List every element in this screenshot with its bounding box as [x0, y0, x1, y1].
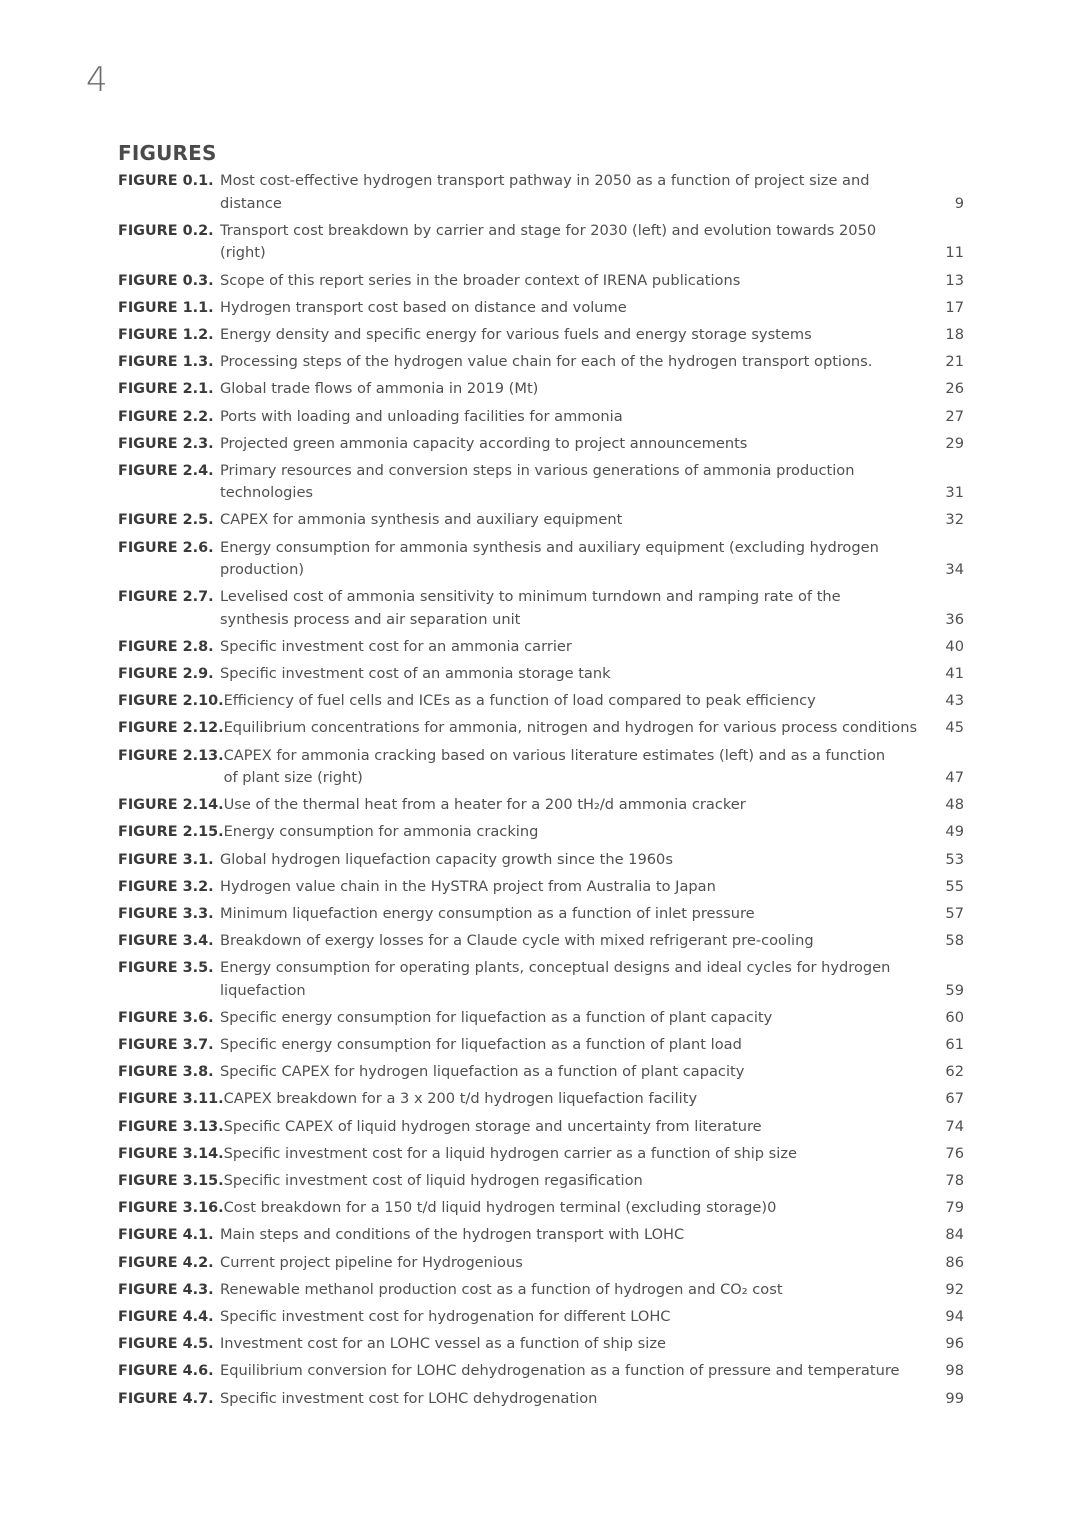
figure-entry[interactable]: [118, 294, 964, 321]
figure-page-number: 17: [945, 298, 964, 316]
figure-label: FIGURE 3.3.: [118, 905, 214, 922]
figure-label: FIGURE 2.2.: [118, 408, 214, 425]
figure-label: FIGURE 4.4.: [118, 1308, 214, 1325]
figure-label: FIGURE 2.6.: [118, 539, 214, 556]
figure-label: FIGURE 2.5.: [118, 512, 214, 529]
figure-entry[interactable]: [118, 1331, 964, 1358]
figure-title: Energy consumption for operating plants, conceptual designs and ideal cycles for hydrogen liquefaction: [220, 959, 891, 999]
figure-page-number: 43: [945, 692, 964, 710]
figure-label: FIGURE 3.16.: [118, 1200, 224, 1217]
figure-entry[interactable]: [118, 349, 964, 376]
figure-title: Global trade flows of ammonia in 2019 (Mt): [220, 380, 539, 398]
figure-entry[interactable]: [118, 1140, 964, 1167]
figure-title: Energy consumption for ammonia cracking: [223, 823, 539, 841]
figure-label: FIGURE 3.2.: [118, 878, 214, 895]
figure-title: Most cost-effective hydrogen transport pathway in 2050 as a function of project size and distance: [220, 172, 870, 212]
figure-entry[interactable]: [118, 715, 964, 742]
figure-label: FIGURE 2.14.: [118, 797, 224, 814]
figure-page-number: 57: [945, 904, 964, 922]
figure-title: Specific investment cost of liquid hydrogen regasification: [223, 1172, 643, 1190]
figure-entry[interactable]: [118, 218, 964, 268]
figure-entry[interactable]: [118, 819, 964, 846]
figure-page-number: 94: [945, 1307, 964, 1325]
figure-title: Specific investment cost for an ammonia carrier: [220, 637, 572, 655]
figure-title: Specific investment cost for LOHC dehydrogenation: [220, 1389, 598, 1407]
figure-label: FIGURE 3.8.: [118, 1064, 214, 1081]
figure-page-number: 48: [945, 796, 964, 814]
figure-title: Levelised cost of ammonia sensitivity to minimum turndown and ramping rate of the synthesis process and air separation unit: [220, 588, 841, 628]
figure-entry[interactable]: [118, 846, 964, 873]
figure-page-number: 84: [945, 1226, 964, 1244]
figure-label: FIGURE 1.2.: [118, 326, 214, 343]
figure-title: Renewable methanol production cost as a function of hydrogen and CO₂ cost: [220, 1280, 783, 1298]
figure-page-number: 29: [945, 434, 964, 452]
figure-page-number: 55: [945, 877, 964, 895]
figure-label: FIGURE 3.1.: [118, 851, 214, 868]
figure-page-number: 9: [954, 194, 964, 212]
figure-page-number: 58: [945, 932, 964, 950]
figure-page-number: 18: [945, 325, 964, 343]
figure-title: Cost breakdown for a 150 t/d liquid hydrogen terminal (excluding storage)0: [223, 1199, 777, 1217]
figure-label: FIGURE 2.15.: [118, 824, 224, 841]
figure-page-number: 31: [945, 484, 964, 502]
figure-label: FIGURE 2.1.: [118, 381, 214, 398]
figure-label: FIGURE 2.7.: [118, 589, 214, 606]
figure-label: FIGURE 3.5.: [118, 960, 214, 977]
figure-label: FIGURE 3.14.: [118, 1145, 224, 1162]
figure-label: FIGURE 4.7.: [118, 1390, 214, 1407]
figure-title: Scope of this report series in the broader context of IRENA publications: [220, 271, 741, 289]
figure-page-number: 98: [945, 1362, 964, 1380]
figure-label: FIGURE 1.1.: [118, 299, 214, 316]
figure-title: Efficiency of fuel cells and ICEs as a function of load compared to peak efficiency: [223, 692, 816, 710]
figure-entry[interactable]: [118, 534, 964, 584]
figure-title: Ports with loading and unloading facilities for ammonia: [220, 407, 623, 425]
figure-title: Specific energy consumption for liquefaction as a function of plant load: [220, 1036, 742, 1054]
figure-label: FIGURE 2.8.: [118, 638, 214, 655]
figure-title: Primary resources and conversion steps in various generations of ammonia production technologies: [220, 461, 855, 502]
figure-label: FIGURE 3.7.: [118, 1037, 214, 1054]
figure-page-number: 76: [945, 1144, 964, 1162]
figure-entry[interactable]: [118, 403, 964, 430]
figure-page-number: 67: [945, 1090, 964, 1108]
figure-title: Minimum liquefaction energy consumption as a function of inlet pressure: [220, 904, 755, 922]
figure-label: FIGURE 0.1.: [118, 173, 214, 190]
figure-page-number: 53: [945, 850, 964, 868]
figure-title: Hydrogen transport cost based on distance and volume: [220, 298, 627, 316]
figure-title: CAPEX for ammonia cracking based on various literature estimates (left) and as a function of plant size (right): [223, 746, 886, 787]
figure-page-number: 32: [945, 511, 964, 529]
figure-title: Specific investment cost for hydrogenation for different LOHC: [220, 1307, 671, 1325]
figure-page-number: 41: [945, 665, 964, 683]
figure-title: Main steps and conditions of the hydrogen transport with LOHC: [220, 1226, 685, 1244]
figures-list: [118, 168, 964, 1412]
figure-entry[interactable]: [118, 901, 964, 928]
figure-entry[interactable]: [118, 1304, 964, 1331]
figure-entry[interactable]: [118, 1249, 964, 1276]
figure-label: FIGURE 1.3.: [118, 354, 214, 371]
figure-entry[interactable]: [118, 688, 964, 715]
figure-entry[interactable]: [118, 1005, 964, 1032]
figure-entry[interactable]: [118, 1059, 964, 1086]
figure-title: Investment cost for an LOHC vessel as a function of ship size: [220, 1335, 666, 1353]
figure-entry[interactable]: [118, 1358, 964, 1385]
figure-entry[interactable]: [118, 322, 964, 349]
figure-entry[interactable]: [118, 458, 964, 508]
figure-title: Global hydrogen liquefaction capacity growth since the 1960s: [220, 850, 673, 868]
figure-title: Projected green ammonia capacity according to project announcements: [220, 434, 748, 452]
figure-entry[interactable]: [118, 507, 964, 534]
section-title: FIGURES: [118, 141, 217, 165]
figure-page-number: 78: [945, 1172, 964, 1190]
figure-entry[interactable]: [118, 1113, 964, 1140]
figure-entry[interactable]: [118, 873, 964, 900]
figure-page-number: 92: [945, 1280, 964, 1298]
figure-page-number: 99: [945, 1389, 964, 1407]
figure-entry[interactable]: [118, 584, 964, 634]
figure-label: FIGURE 3.6.: [118, 1009, 214, 1026]
figure-label: FIGURE 4.5.: [118, 1336, 214, 1353]
figure-entry[interactable]: [118, 955, 964, 1005]
figure-entry[interactable]: [118, 792, 964, 819]
figure-page-number: 45: [945, 719, 964, 737]
figure-label: FIGURE 2.12.: [118, 720, 224, 737]
figure-label: FIGURE 4.2.: [118, 1254, 214, 1271]
figure-label: FIGURE 3.13.: [118, 1118, 224, 1135]
figure-label: FIGURE 3.4.: [118, 933, 214, 950]
figure-title: Equilibrium conversion for LOHC dehydrogenation as a function of pressure and temperature: [220, 1362, 900, 1380]
figure-page-number: 40: [945, 637, 964, 655]
figure-entry[interactable]: [118, 1195, 964, 1222]
figure-entry[interactable]: [118, 928, 964, 955]
figure-title: Specific CAPEX of liquid hydrogen storage and uncertainty from literature: [223, 1117, 762, 1135]
figure-entry[interactable]: [118, 1032, 964, 1059]
figure-title: Use of the thermal heat from a heater for a 200 tH₂/d ammonia cracker: [223, 796, 746, 814]
figure-entry[interactable]: [118, 1168, 964, 1195]
figure-page-number: 26: [945, 380, 964, 398]
figure-label: FIGURE 2.4.: [118, 462, 214, 479]
figure-entry[interactable]: [118, 742, 964, 792]
figure-title: Energy density and specific energy for various fuels and energy storage systems: [220, 325, 812, 343]
figure-title: Processing steps of the hydrogen value chain for each of the hydrogen transport options.: [220, 353, 873, 371]
figure-page-number: 96: [945, 1335, 964, 1353]
figure-page-number: 74: [945, 1117, 964, 1135]
figure-page-number: 11: [945, 244, 964, 262]
figure-page-number: 86: [945, 1253, 964, 1271]
figure-entry[interactable]: [118, 168, 964, 218]
figure-page-number: 13: [945, 271, 964, 289]
figure-page-number: 27: [945, 407, 964, 425]
figure-label: FIGURE 2.10.: [118, 693, 224, 710]
figure-title: Specific investment cost of an ammonia storage tank: [220, 665, 611, 683]
figure-label: FIGURE 4.6.: [118, 1363, 214, 1380]
figure-title: Breakdown of exergy losses for a Claude cycle with mixed refrigerant pre-cooling: [220, 932, 814, 950]
figure-entry[interactable]: [118, 661, 964, 688]
figure-entry[interactable]: [118, 267, 964, 294]
figure-label: FIGURE 4.1.: [118, 1227, 214, 1244]
figure-entry[interactable]: [118, 1385, 964, 1412]
figure-label: FIGURE 0.2.: [118, 222, 214, 239]
figure-label: FIGURE 4.3.: [118, 1281, 214, 1298]
figure-page-number: 49: [945, 823, 964, 841]
figure-label: FIGURE 2.3.: [118, 435, 214, 452]
figure-title: Specific energy consumption for liquefaction as a function of plant capacity: [220, 1008, 773, 1026]
figure-title: Energy consumption for ammonia synthesis and auxiliary equipment (excluding hydrogen production): [220, 538, 879, 579]
figure-page-number: 79: [945, 1199, 964, 1217]
figure-title: CAPEX breakdown for a 3 x 200 t/d hydrogen liquefaction facility: [223, 1090, 698, 1108]
figure-page-number: 61: [945, 1036, 964, 1054]
figure-page-number: 21: [945, 353, 964, 371]
figure-label: FIGURE 0.3.: [118, 272, 214, 289]
figure-page-number: 36: [945, 610, 964, 628]
figure-entry[interactable]: [118, 1222, 964, 1249]
figure-title: Hydrogen value chain in the HySTRA project from Australia to Japan: [220, 877, 716, 895]
figure-label: FIGURE 2.13.: [118, 747, 224, 764]
figure-title: Current project pipeline for Hydrogenious: [220, 1253, 523, 1271]
figure-title: Transport cost breakdown by carrier and stage for 2030 (left) and evolution towards 2050 (right): [220, 221, 877, 262]
figure-entry[interactable]: [118, 430, 964, 457]
figure-page-number: 59: [945, 981, 964, 999]
figure-page-number: 62: [945, 1063, 964, 1081]
figure-entry[interactable]: [118, 1276, 964, 1303]
figure-label: FIGURE 3.15.: [118, 1173, 224, 1190]
figure-label: FIGURE 2.9.: [118, 666, 214, 683]
figure-title: Specific investment cost for a liquid hydrogen carrier as a function of ship size: [223, 1144, 797, 1162]
figure-page-number: 34: [945, 561, 964, 579]
page-number: 4: [86, 60, 108, 100]
figure-page-number: 60: [945, 1008, 964, 1026]
figure-entry[interactable]: [118, 376, 964, 403]
figure-label: FIGURE 3.11.: [118, 1091, 224, 1108]
figure-entry[interactable]: [118, 1086, 964, 1113]
figure-title: Equilibrium concentrations for ammonia, nitrogen and hydrogen for various process conditions: [223, 719, 918, 737]
figure-title: Specific CAPEX for hydrogen liquefaction as a function of plant capacity: [220, 1063, 745, 1081]
figure-page-number: 47: [945, 769, 964, 787]
figure-title: CAPEX for ammonia synthesis and auxiliary equipment: [220, 511, 623, 529]
figure-entry[interactable]: [118, 633, 964, 660]
